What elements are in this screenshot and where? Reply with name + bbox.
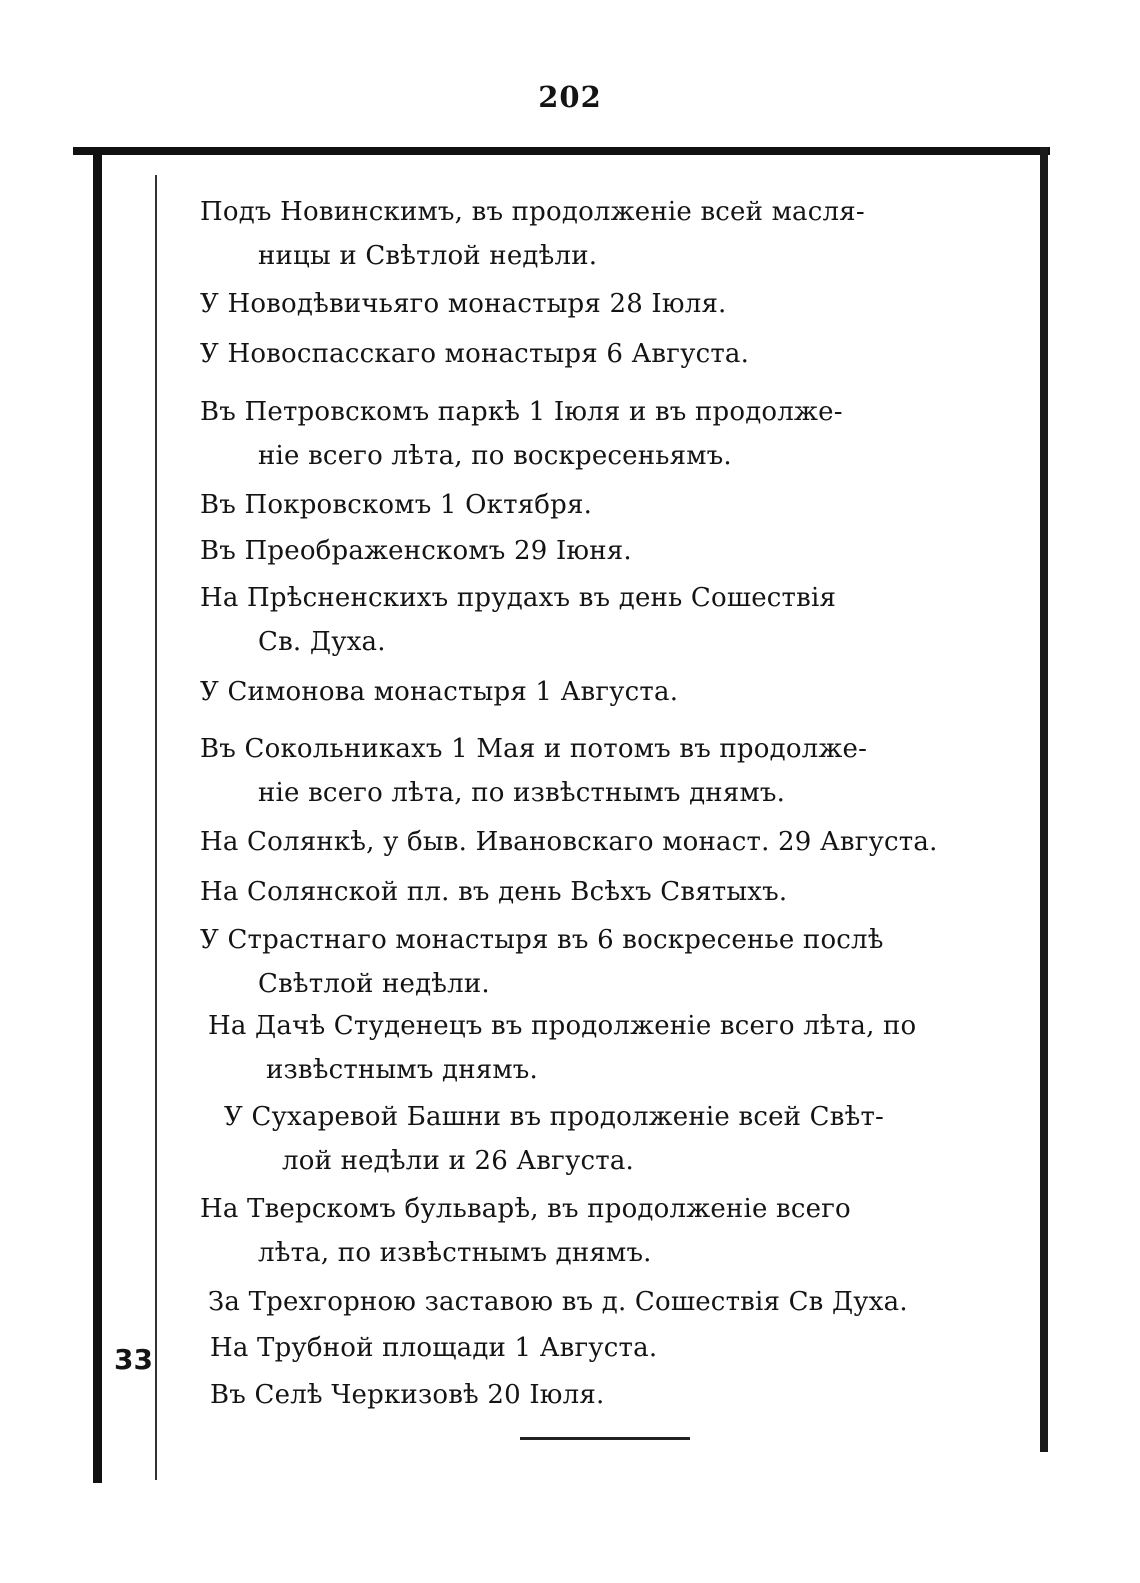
top-border-rule: [73, 147, 1050, 155]
list-item: [200, 918, 1010, 1006]
list-item: [224, 1095, 1034, 1183]
list-item: [200, 870, 1010, 914]
list-item: [200, 576, 1010, 664]
list-item: [210, 1326, 1020, 1370]
list-item: [200, 282, 1010, 326]
entry-line: извѣстнымъ днямъ.: [266, 1055, 538, 1085]
right-border-rule: [1040, 147, 1048, 1452]
entry-line: На Прѣсненскихъ прудахъ въ день Сошествія: [200, 583, 837, 613]
list-item: [200, 820, 1010, 864]
entry-line: ніе всего лѣта, по воскресеньямъ.: [258, 441, 732, 471]
entry-line: У Симонова монастыря 1 Августа.: [200, 677, 679, 707]
entry-line: На Дачѣ Студенецъ въ продолженіе всего лѣта, по: [208, 1011, 917, 1041]
entry-line: лой недѣли и 26 Августа.: [282, 1146, 634, 1176]
entry-line: Въ Селѣ Черкизовѣ 20 Іюля.: [210, 1380, 605, 1410]
list-item: [200, 483, 1010, 527]
list-item: [200, 190, 1010, 278]
entry-line: У Страстнаго монастыря въ 6 воскресенье послѣ: [200, 925, 884, 955]
list-item: [208, 1280, 1018, 1324]
entry-line: У Сухаревой Башни въ продолженіе всей Свѣт-: [224, 1102, 885, 1132]
entry-line: Подъ Новинскимъ, въ продолженіе всей масля-: [200, 197, 865, 227]
page-number: 202: [538, 80, 602, 114]
entry-line: ницы и Свѣтлой недѣли.: [258, 241, 598, 271]
inner-margin-rule: [155, 175, 157, 1480]
entry-line: На Солянской пл. въ день Всѣхъ Святыхъ.: [200, 877, 788, 907]
list-item: [208, 1004, 1018, 1092]
entry-line: Св. Духа.: [258, 627, 386, 657]
entry-line: На Тверскомъ бульварѣ, въ продолженіе всего: [200, 1194, 851, 1224]
entry-line: У Новодѣвичьяго монастыря 28 Іюля.: [200, 289, 727, 319]
list-item: [200, 670, 1010, 714]
sheet-signature-number: 33: [114, 1343, 153, 1376]
entry-line: лѣта, по извѣстнымъ днямъ.: [258, 1238, 652, 1268]
list-item: [200, 1187, 1010, 1275]
entry-line: За Трехгорною заставою въ д. Сошествія Св Духа.: [208, 1287, 908, 1317]
entry-line: Въ Сокольникахъ 1 Мая и потомъ въ продолже-: [200, 734, 868, 764]
entry-line: На Солянкѣ, у быв. Ивановскаго монаст. 29 Августа.: [200, 827, 938, 857]
entry-line: Въ Петровскомъ паркѣ 1 Іюля и въ продолже-: [200, 397, 843, 427]
list-item: [200, 332, 1010, 376]
entry-line: У Новоспасскаго монастыря 6 Августа.: [200, 339, 750, 369]
entry-line: Въ Преображенскомъ 29 Іюня.: [200, 536, 632, 566]
entry-line: ніе всего лѣта, по извѣстнымъ днямъ.: [258, 778, 786, 808]
entry-line: Въ Покровскомъ 1 Октября.: [200, 490, 593, 520]
entry-line: На Трубной площади 1 Августа.: [210, 1333, 658, 1363]
closing-rule: [520, 1437, 690, 1440]
entry-line: Свѣтлой недѣли.: [258, 969, 490, 999]
list-item: [210, 1373, 1020, 1417]
left-border-rule: [93, 147, 102, 1483]
list-item: [200, 727, 1010, 815]
list-item: [200, 390, 1010, 478]
list-item: [200, 529, 1010, 573]
